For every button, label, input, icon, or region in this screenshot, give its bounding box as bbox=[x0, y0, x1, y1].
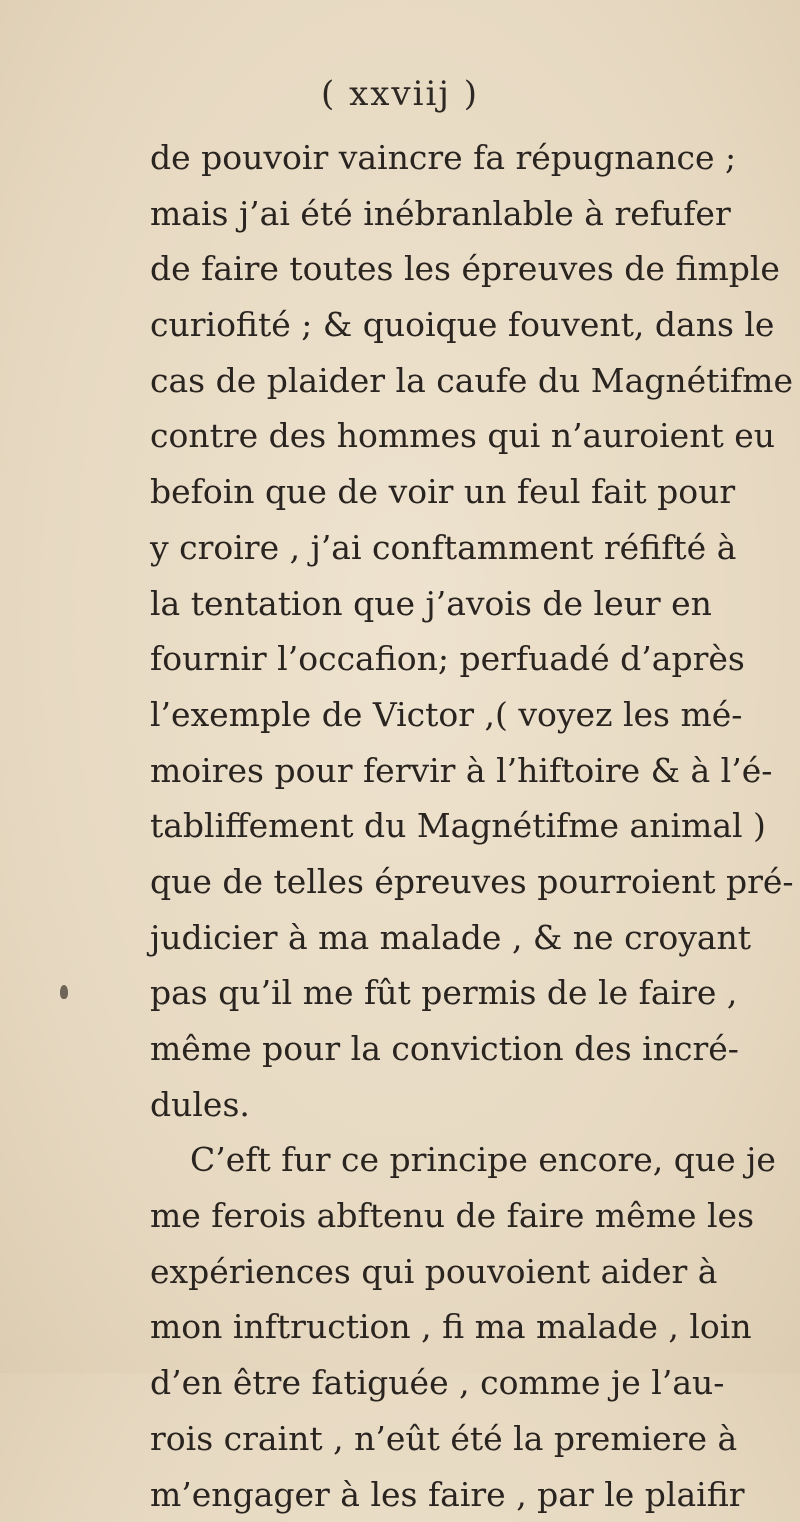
text-line: contre des hommes qui n’auroient eu bbox=[150, 408, 710, 464]
text-line: cas de plaider la caufe du Magnétifme bbox=[150, 353, 710, 409]
text-line: mais j’ai été inébranlable à refufer bbox=[150, 186, 710, 242]
text-line: mon inftruction , fi ma malade , loin bbox=[150, 1299, 710, 1355]
text-line: la tentation que j’avois de leur en bbox=[150, 576, 710, 632]
text-line: expériences qui pouvoient aider à bbox=[150, 1244, 710, 1300]
text-line: que de telles épreuves pourroient pré- bbox=[150, 854, 710, 910]
text-line: d’en être fatiguée , comme je l’au- bbox=[150, 1355, 710, 1411]
text-line: C’eft fur ce principe encore, que je bbox=[150, 1132, 710, 1188]
text-line: judicier à ma malade , & ne croyant bbox=[150, 910, 710, 966]
text-line: de pouvoir vaincre fa répugnance ; bbox=[150, 130, 710, 186]
ink-spot bbox=[60, 985, 68, 999]
text-line: y croire , j’ai conftamment réfifté à bbox=[150, 520, 710, 576]
page-header: ( xxviij ) bbox=[0, 74, 800, 114]
body-text bbox=[150, 130, 710, 1522]
text-line: de faire toutes les épreuves de fimple bbox=[150, 241, 710, 297]
text-line: moires pour fervir à l’hiftoire & à l’é- bbox=[150, 743, 710, 799]
text-line: befoin que de voir un feul fait pour bbox=[150, 464, 710, 520]
text-line: me ferois abftenu de faire même les bbox=[150, 1188, 710, 1244]
text-line: m’engager à les faire , par le plaifir bbox=[150, 1467, 710, 1522]
text-line: fournir l’occafion; perfuadé d’après bbox=[150, 631, 710, 687]
text-line: l’exemple de Victor ,( voyez les mé- bbox=[150, 687, 710, 743]
text-line: même pour la conviction des incré- bbox=[150, 1021, 710, 1077]
text-line: rois craint , n’eût été la premiere à bbox=[150, 1411, 710, 1467]
text-line: pas qu’il me fût permis de le faire , bbox=[150, 965, 710, 1021]
text-line: curiofité ; & quoique fouvent, dans le bbox=[150, 297, 710, 353]
text-line: tabliffement du Magnétifme animal ) bbox=[150, 798, 710, 854]
text-line: dules. bbox=[150, 1077, 710, 1133]
